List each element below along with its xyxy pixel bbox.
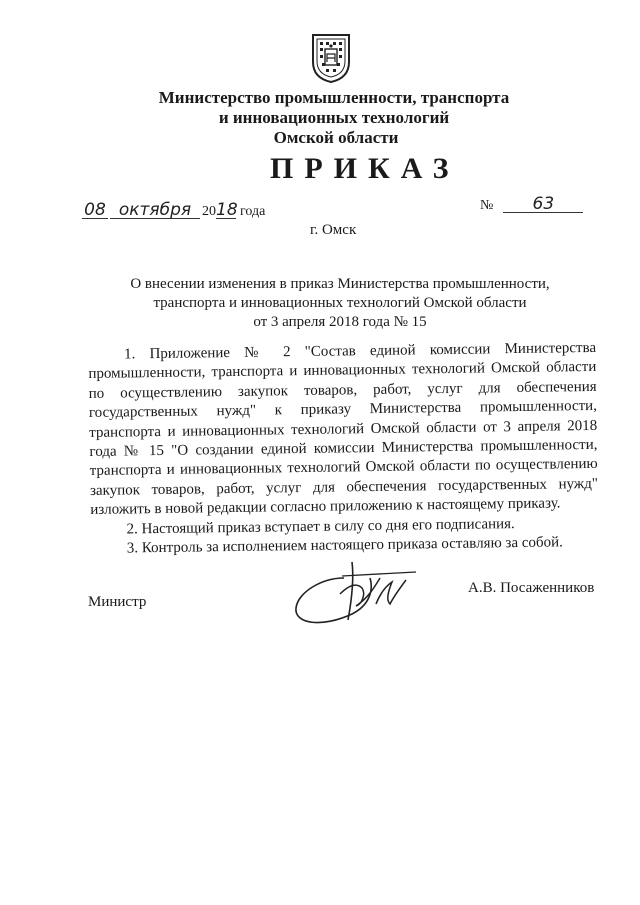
body-paragraph-2: 2. Настоящий приказ вступает в силу со дня его подписания.	[126, 515, 515, 538]
document-title: ПРИКАЗ	[270, 152, 460, 185]
ministry-name-line-3: Омской области	[273, 128, 399, 147]
coat-of-arms-icon	[310, 32, 352, 84]
date-month: октября	[110, 202, 200, 219]
order-number	[480, 196, 583, 214]
date-year-suffix: 18	[216, 200, 238, 220]
order-subject	[120, 275, 560, 332]
date-suffix-word: года	[240, 204, 266, 219]
order-date	[82, 202, 265, 220]
number-value: 63	[503, 196, 583, 213]
number-label: №	[480, 198, 494, 213]
signer-position: Министр	[88, 594, 147, 610]
subject-line-2: транспорта и инновационных технологий Омской области	[153, 295, 527, 311]
ministry-name-line-1: Министерство промышленности, транспорта	[158, 88, 510, 107]
body-paragraph-3: 3. Контроль за исполнением настоящего приказа оставляю за собой.	[126, 534, 563, 557]
subject-line-3: от 3 апреля 2018 года № 15	[253, 314, 427, 330]
date-year-prefix: 20	[202, 204, 216, 219]
order-city: г. Омск	[310, 222, 357, 238]
date-day: 08	[82, 202, 108, 219]
subject-line-1: О внесении изменения в приказ Министерства промышленности,	[130, 276, 550, 292]
signer-name: А.В. Посаженников	[468, 580, 595, 596]
ministry-name-line-2: и инновационных технологий	[218, 108, 450, 127]
order-body	[88, 339, 599, 560]
signature-icon	[282, 548, 422, 634]
body-paragraph-1: 1. Приложение № 2 "Состав единой комиссии Министерства промышленности, транспорта и инновационных технологий Омской области по осуществлению закупок товаров, работ, услуг для обеспечения государственных нужд" к приказу Министерства промышленности, транспорта и инновационных технологий Омской области от 3 апреля 2018 года № 15 "О создании единой комиссии Министерства промышленности, транспорта и инновационных технологий Омской области по осуществлению закупок товаров, работ, услуг для обеспечения государственных нужд" изложить в новой редакции согласно приложению к настоящему приказу.	[88, 339, 599, 519]
